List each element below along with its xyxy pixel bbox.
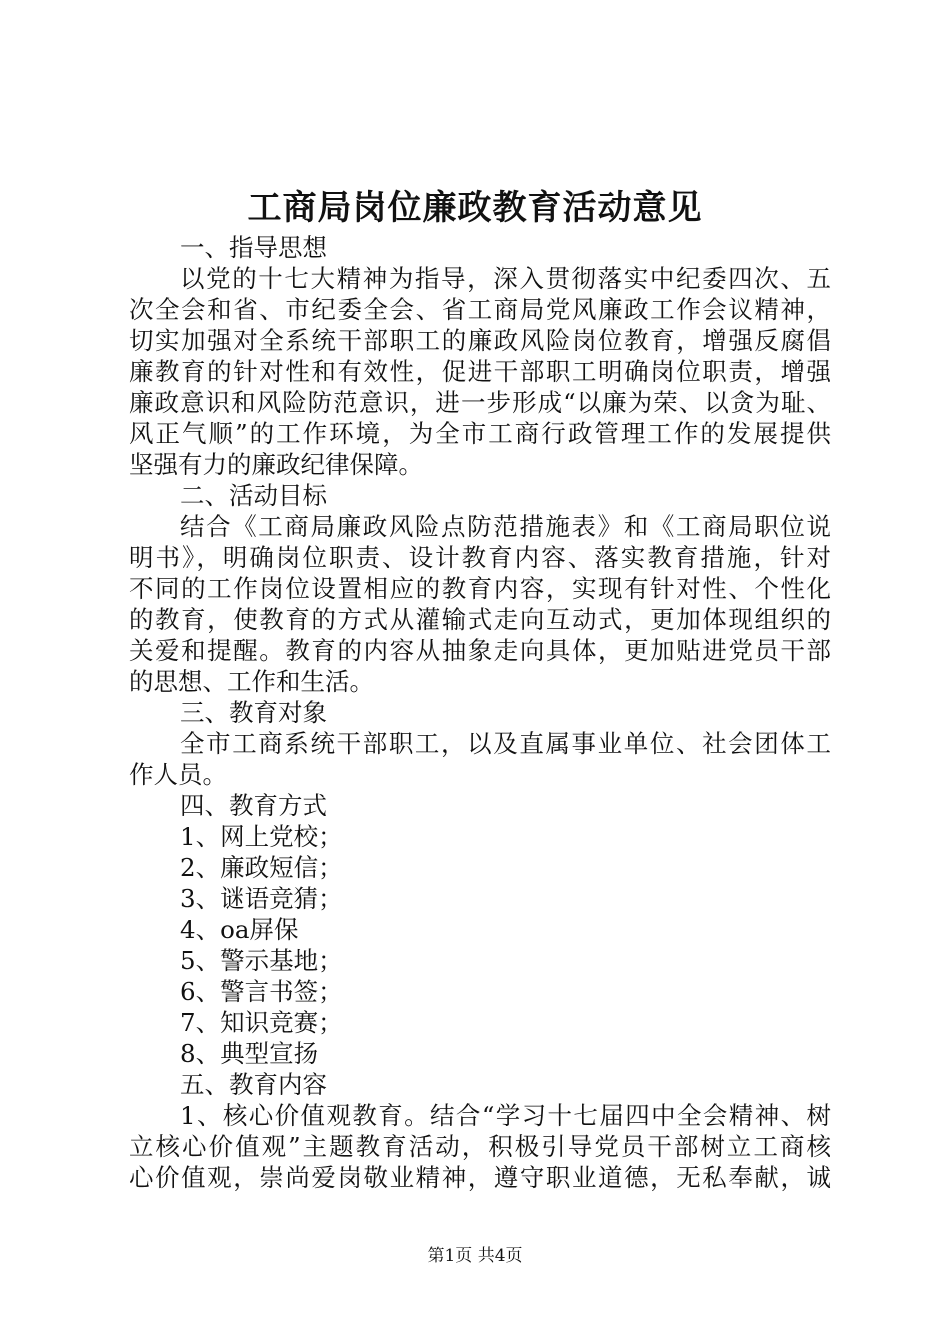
text-line: 5、警示基地； xyxy=(180,946,343,975)
text-line: 风正气顺”的工作环境，为全市工商行政管理工作的发展提供 xyxy=(129,419,831,448)
text-line: 作人员。 xyxy=(129,760,227,789)
page-footer: 第1页 共4页 xyxy=(427,1246,523,1266)
document-body xyxy=(129,232,831,1193)
text-line: 1、网上党校； xyxy=(180,822,343,851)
text-line: 四、教育方式 xyxy=(180,791,327,820)
text-line: 6、警言书签； xyxy=(180,977,343,1006)
text-line: 关爱和提醒。教育的内容从抽象走向具体，更加贴进党员干部 xyxy=(129,636,831,665)
text-line: 切实加强对全系统干部职工的廉政风险岗位教育，增强反腐倡 xyxy=(129,326,831,355)
text-line: 明书》，明确岗位职责、设计教育内容、落实教育措施，针对 xyxy=(129,543,831,572)
text-line: 2、廉政短信； xyxy=(180,853,343,882)
text-line: 的思想、工作和生活。 xyxy=(129,667,374,696)
text-line: 结合《工商局廉政风险点防范措施表》和《工商局职位说 xyxy=(180,512,831,541)
text-line: 三、教育对象 xyxy=(180,698,327,727)
text-line: 立核心价值观”主题教育活动，积极引导党员干部树立工商核 xyxy=(129,1132,831,1161)
text-line: 3、谜语竞猜； xyxy=(180,884,343,913)
text-line: 五、教育内容 xyxy=(180,1070,327,1099)
text-line: 8、典型宣扬 xyxy=(180,1039,319,1068)
text-line: 二、活动目标 xyxy=(180,481,327,510)
text-line: 以党的十七大精神为指导，深入贯彻落实中纪委四次、五 xyxy=(180,264,831,293)
text-line: 廉政意识和风险防范意识，进一步形成“以廉为荣、以贪为耻、 xyxy=(129,388,831,417)
text-line: 次全会和省、市纪委全会、省工商局党风廉政工作会议精神， xyxy=(129,295,831,324)
text-line: 廉教育的针对性和有效性，促进干部职工明确岗位职责，增强 xyxy=(129,357,831,386)
text-line: 一、指导思想 xyxy=(180,233,327,262)
text-line: 全市工商系统干部职工，以及直属事业单位、社会团体工 xyxy=(180,729,831,758)
text-line: 坚强有力的廉政纪律保障。 xyxy=(129,450,423,479)
page-title: 工商局岗位廉政教育活动意见 xyxy=(247,188,703,228)
text-line: 1、核心价值观教育。结合“学习十七届四中全会精神、树 xyxy=(180,1101,831,1130)
text-line: 不同的工作岗位设置相应的教育内容，实现有针对性、个性化 xyxy=(129,574,831,603)
text-line: 心价值观，崇尚爱岗敬业精神，遵守职业道德，无私奉献，诚 xyxy=(129,1163,831,1192)
text-line: 4、oa屏保 xyxy=(180,915,299,944)
text-line: 7、知识竞赛； xyxy=(180,1008,343,1037)
text-line: 的教育，使教育的方式从灌输式走向互动式，更加体现组织的 xyxy=(129,605,831,634)
